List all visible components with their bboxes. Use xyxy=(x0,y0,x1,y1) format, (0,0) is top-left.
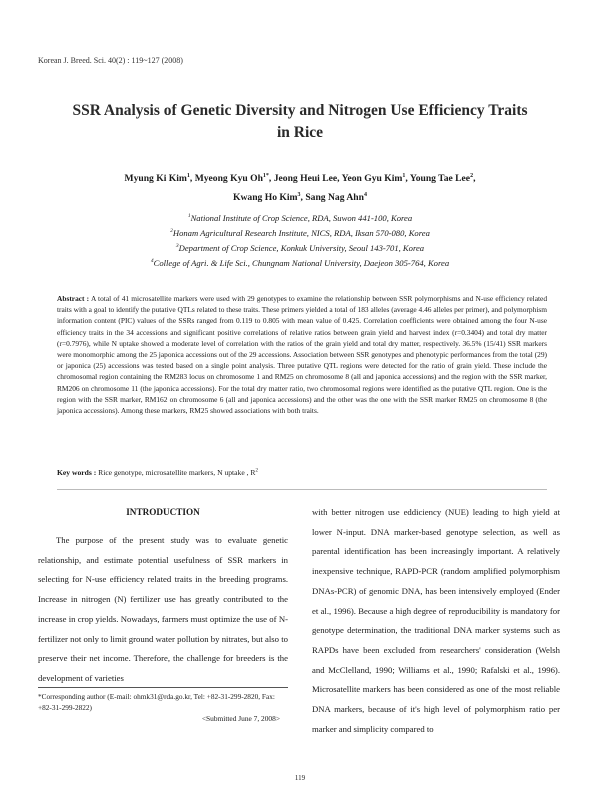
author-separator: , xyxy=(300,192,306,204)
author-list xyxy=(70,168,530,206)
author-mark: 1* xyxy=(262,173,269,179)
author-mark: 3 xyxy=(297,192,301,199)
affiliation-4 xyxy=(90,255,510,270)
keywords xyxy=(57,468,547,477)
author-separator: , xyxy=(405,173,410,185)
author-mark: 1 xyxy=(402,173,406,179)
author-name: Kwang Ho Kim xyxy=(233,192,298,204)
intro-paragraph-left: The purpose of the present study was to evaluate genetic relationship, and estimate potential usefulness of SSR markers in selecting for N-use efficiency related traits in the breeding programs. Increase in nitrogen (N) fertilizer use has greatly contributed to the increase in crop yields. Nowadays, farmers must optimize the use of N-fertilizer not only to limit ground water pollution by nitrates, but also to preserve their net income. Therefore, the challenge for breeders is the development of varieties xyxy=(38,535,288,683)
title-line-2: in Rice xyxy=(276,124,324,141)
introduction-heading: INTRODUCTION xyxy=(126,507,200,517)
affiliation-text: Department of Crop Science, Konkuk University, Seoul 143-701, Korea xyxy=(178,242,425,253)
abstract-text: A total of 41 microsatellite markers were used with 29 genotypes to examine the relationship between SSR polymorphisms and N-use efficiency related traits with a goal to identify the putative QTLs related to these traits. These primers yielded a total of 183 alleles (average 4.46 alleles per primer), and polymorphism information content (PIC) values of the SSRs ranged from 0.119 to 0.805 with mean value of 0.425. Correlation coefficients were obtained among the four N-use efficiency traits in the 34 accessions and significant positive correlations of relative ratios between grain yield and harvest index (r=0.3404) and total dry matter (r=0.7976), while N uptake showed a moderate level of correlation with the ratios of the grain yield and total dry matter, respectively. 36.5% (15/41) SSR markers were monomorphic among the 25 japonica accessions out of the 29 accessions. Association between SSR genotypes and phenotypic performances from the total (29) or japonica (25) accessions was tested based on a single point analysis. Three putative QTL regions were detected for the ratio of grain yield. These include the chromosomal region containing the RM283 locus on chromosome 1 and RM25 on chromosome 8 (all and japonica accessions) and the region with the SSR marker, RM206 on chromosome 11 (the japonica accessions). For the total dry matter ratio, two chromosomal regions were identified as the putative QTL region. One is the region with the SSR marker, RM162 on chromosome 6 (all and japonica accessions) and the other was the one with the SSR marker RM25 on chromosome 8 (the japonica accessions). Among these markers, RM25 showed associations with both traits. xyxy=(57,294,548,416)
keywords-superscript: 2 xyxy=(255,468,258,474)
author-mark: 4 xyxy=(363,192,367,199)
author-separator: , xyxy=(268,173,274,185)
author-name: Jeong Heui Lee xyxy=(273,173,338,185)
author-separator: , xyxy=(337,173,342,185)
affiliation-text: National Institute of Crop Science, RDA, Suwon 441-100, Korea xyxy=(190,212,413,223)
author-separator: , xyxy=(473,173,476,185)
affiliation-mark: 2 xyxy=(170,227,173,234)
affiliation-mark: 4 xyxy=(150,257,154,264)
submission-date: <Submitted June 7, 2008> xyxy=(201,714,280,723)
corresponding-author-footnote: *Corresponding author (E-mail: ohmk31@rda.go.kr, Tel: +82-31-299-2820, Fax: +82-31-299-2822) xyxy=(38,687,288,713)
abstract-label: Abstract : xyxy=(57,294,90,303)
author-name: Myeong Kyu Oh xyxy=(194,173,263,185)
author-name: Myung Ki Kim xyxy=(124,173,187,185)
left-column xyxy=(38,505,288,689)
author-separator: , xyxy=(189,173,195,185)
journal-reference: Korean J. Breed. Sci. 40(2) : 119~127 (2008) xyxy=(38,56,183,65)
author-name: Yeon Gyu Kim xyxy=(341,173,403,185)
page-number: 119 xyxy=(294,774,306,782)
affiliation-mark: 1 xyxy=(187,213,191,219)
affiliation-mark: 3 xyxy=(175,242,179,249)
affiliation-text: Honam Agricultural Research Institute, NICS, RDA, Iksan 570-080, Korea xyxy=(172,227,430,238)
section-divider xyxy=(57,489,547,490)
intro-paragraph-right: with better nitrogen use eddiciency (NUE) leading to high yield at lower N-input. DNA marker-based genotype selection, as well as parental identification has been increasingly important. A relatively inexpensive technique, RAPD-PCR (random amplified polymorphism DNAs-PCR) of genomic DNA, has been intensively employed (Ender et al., 1996). Because a high degree of reproducibility is mandatory for genotype determination, the traditional DNA marker systems such as RAPDs have been excluded from researchers' consideration (Welsh and McClelland, 1990; Williams et al., 1990; Rafalski et al., 1996). Microsatellite markers has been considered as one of the most reliable DNA markers, because of it's high level of polymorphism ratio per marker and simplicity compared to xyxy=(312,507,560,734)
keywords-label: Key words : xyxy=(57,468,97,477)
author-name: Sang Nag Ahn xyxy=(305,192,364,204)
affiliation-1 xyxy=(90,210,510,225)
affiliations xyxy=(90,210,510,269)
paper-title xyxy=(60,100,540,144)
title-line-1: SSR Analysis of Genetic Diversity and Nitrogen Use Efficiency Traits xyxy=(72,102,528,119)
right-column xyxy=(312,503,560,739)
affiliation-text: College of Agri. & Life Sci., Chungnam National University, Daejeon 305-764, Korea xyxy=(153,257,450,268)
author-mark: 2 xyxy=(470,173,474,179)
author-mark: 1 xyxy=(186,173,190,179)
affiliation-2 xyxy=(90,225,510,240)
affiliation-3 xyxy=(90,240,510,255)
abstract xyxy=(57,293,547,416)
author-name: Young Tae Lee xyxy=(409,173,471,185)
keywords-text: Rice genotype, microsatellite markers, N uptake , R xyxy=(98,468,256,477)
